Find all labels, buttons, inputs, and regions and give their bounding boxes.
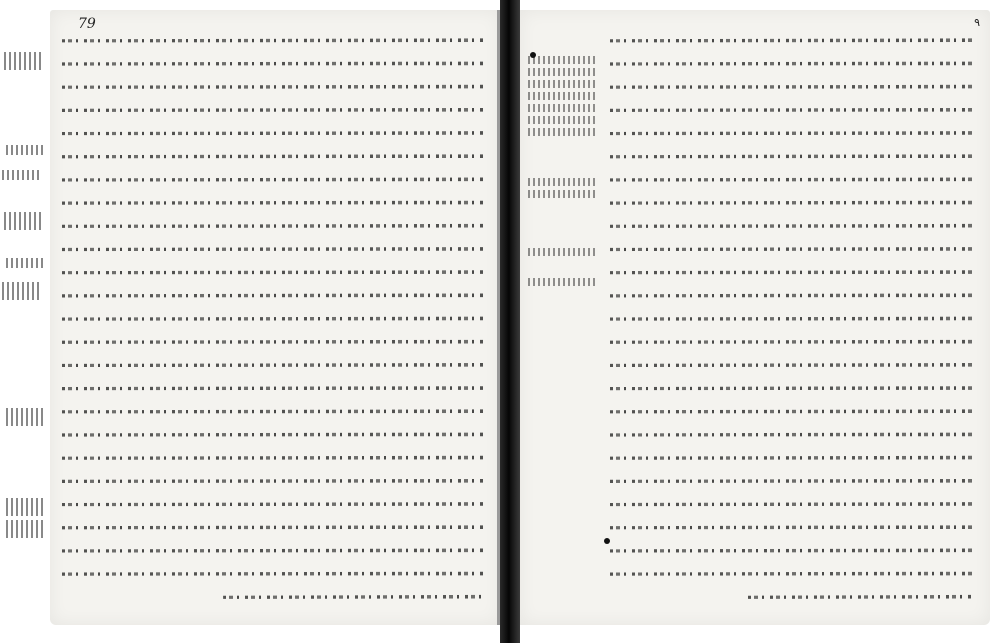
margin-note — [6, 258, 46, 268]
margin-note — [528, 278, 598, 286]
margin-note — [2, 282, 42, 300]
margin-note — [528, 178, 598, 186]
left-text-block — [62, 30, 486, 610]
margin-note — [6, 145, 46, 155]
right-text-block — [610, 30, 972, 610]
margin-note — [4, 52, 44, 70]
margin-note — [6, 408, 46, 426]
page-marker: ٩ — [974, 16, 980, 29]
margin-note — [528, 92, 598, 100]
margin-note — [528, 104, 598, 112]
margin-mark — [530, 52, 536, 58]
margin-note — [528, 116, 598, 124]
margin-note — [528, 190, 598, 198]
margin-note — [4, 212, 44, 230]
margin-note — [6, 520, 46, 538]
margin-note — [528, 56, 598, 64]
margin-note — [528, 68, 598, 76]
margin-note — [528, 80, 598, 88]
right-page — [520, 10, 990, 625]
margin-note — [528, 248, 598, 256]
right-inner-margin — [520, 10, 610, 625]
margin-note — [528, 128, 598, 136]
book-gutter — [500, 0, 520, 643]
margin-note — [2, 170, 42, 180]
left-page — [50, 10, 500, 625]
margin-note — [6, 498, 46, 516]
left-outer-margin — [0, 0, 50, 643]
page-number: 79 — [78, 16, 96, 32]
